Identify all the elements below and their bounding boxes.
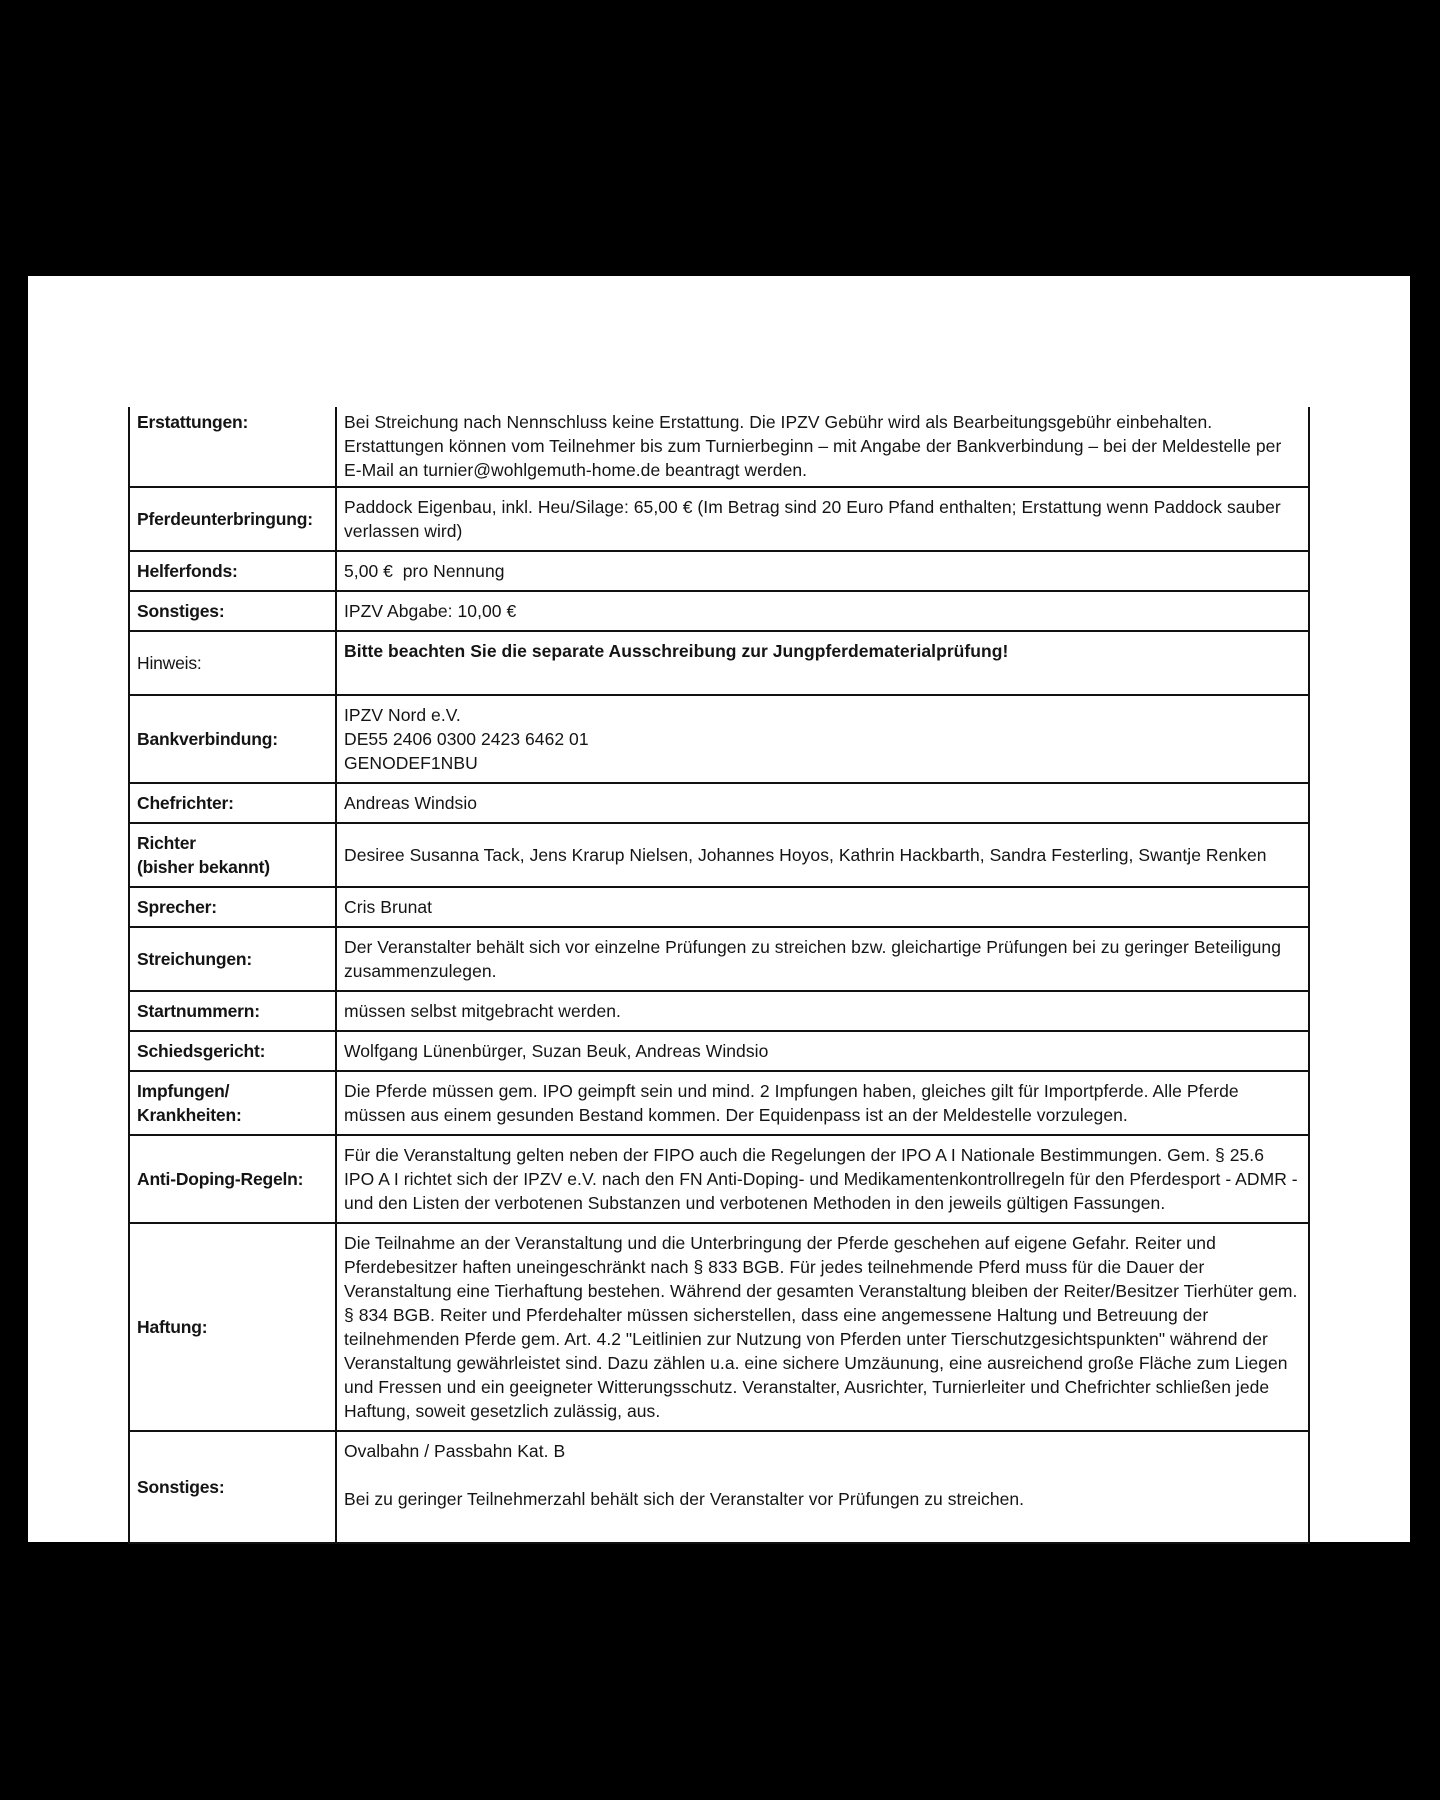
label-line: Richter xyxy=(137,833,196,853)
row-value: Der Veranstalter behält sich vor einzelne Prüfungen zu streichen bzw. gleichartige Prüfungen bei zu geringer Beteiligung zusammenzulegen. xyxy=(336,927,1309,991)
tournament-info-table xyxy=(128,407,1310,1544)
row-label: Helferfonds: xyxy=(129,551,336,591)
row-bankverbindung xyxy=(129,695,1309,783)
row-anti-doping xyxy=(129,1135,1309,1223)
row-streichungen xyxy=(129,927,1309,991)
row-label: Chefrichter: xyxy=(129,783,336,823)
row-value: Cris Brunat xyxy=(336,887,1309,927)
row-value xyxy=(336,695,1309,783)
row-label: Anti-Doping-Regeln: xyxy=(129,1135,336,1223)
row-label: Hinweis: xyxy=(129,631,336,695)
bank-name: IPZV Nord e.V. xyxy=(344,705,461,725)
row-label: Pferdeunterbringung: xyxy=(129,487,336,551)
value-line: Bei zu geringer Teilnehmerzahl behält sich der Veranstalter vor Prüfungen zu streichen. xyxy=(344,1489,1025,1509)
row-startnummern xyxy=(129,991,1309,1031)
row-label: Sonstiges: xyxy=(129,591,336,631)
row-richter xyxy=(129,823,1309,887)
row-label: Bankverbindung: xyxy=(129,695,336,783)
iban: DE55 2406 0300 2423 6462 01 xyxy=(344,729,589,749)
row-label: Sprecher: xyxy=(129,887,336,927)
label-line: Krankheiten: xyxy=(137,1105,242,1125)
row-sprecher xyxy=(129,887,1309,927)
row-value xyxy=(336,407,1309,487)
row-value: Wolfgang Lünenbürger, Suzan Beuk, Andreas Windsio xyxy=(336,1031,1309,1071)
row-value: Paddock Eigenbau, inkl. Heu/Silage: 65,00 € (Im Betrag sind 20 Euro Pfand enthalten; Erstattung wenn Paddock sauber verlassen wird) xyxy=(336,487,1309,551)
row-schiedsgericht xyxy=(129,1031,1309,1071)
row-label: Streichungen: xyxy=(129,927,336,991)
row-label: Startnummern: xyxy=(129,991,336,1031)
value-line: Erstattungen können vom Teilnehmer bis zum Turnierbeginn – mit Angabe der Bankverbindung – bei der Meldestelle per E-Mail an turnier@wohlgemuth-home.de beantragt werden. xyxy=(344,436,1282,480)
row-erstattungen xyxy=(129,407,1309,487)
row-label xyxy=(129,823,336,887)
row-label: Erstattungen: xyxy=(129,407,336,487)
row-sonstiges-bahnen xyxy=(129,1431,1309,1543)
document-page xyxy=(28,276,1410,1542)
row-value: Andreas Windsio xyxy=(336,783,1309,823)
row-label xyxy=(129,1071,336,1135)
row-value xyxy=(336,1431,1309,1543)
row-helferfonds xyxy=(129,551,1309,591)
row-value: 5,00 € pro Nennung xyxy=(336,551,1309,591)
row-hinweis xyxy=(129,631,1309,695)
row-label: Haftung: xyxy=(129,1223,336,1431)
row-value: Für die Veranstaltung gelten neben der FIPO auch die Regelungen der IPO A I Nationale Bestimmungen. Gem. § 25.6 IPO A I richtet sich der IPZV e.V. nach den FN Anti-Doping- und Medikamentenkontrollregeln für den Pferdesport - ADMR - und den Listen der verbotenen Substanzen und verbotenen Methoden in den jeweils gültigen Fassungen. xyxy=(336,1135,1309,1223)
label-line: Impfungen/ xyxy=(137,1081,230,1101)
row-value: IPZV Abgabe: 10,00 € xyxy=(336,591,1309,631)
row-value: Desiree Susanna Tack, Jens Krarup Nielsen, Johannes Hoyos, Kathrin Hackbarth, Sandra Festerling, Swantje Renken xyxy=(336,823,1309,887)
row-value: Die Pferde müssen gem. IPO geimpft sein und mind. 2 Impfungen haben, gleiches gilt für Importpferde. Alle Pferde müssen aus einem gesunden Bestand kommen. Der Equidenpass ist an der Meldestelle vorzulegen. xyxy=(336,1071,1309,1135)
value-line: Bei Streichung nach Nennschluss keine Erstattung. Die IPZV Gebühr wird als Bearbeitungsgebühr einbehalten. xyxy=(344,412,1213,432)
row-value: müssen selbst mitgebracht werden. xyxy=(336,991,1309,1031)
bic: GENODEF1NBU xyxy=(344,753,478,773)
label-line: (bisher bekannt) xyxy=(137,857,270,877)
row-value: Die Teilnahme an der Veranstaltung und die Unterbringung der Pferde geschehen auf eigene Gefahr. Reiter und Pferdebesitzer haften uneingeschränkt nach § 833 BGB. Für jedes teilnehmende Pferd muss für die Dauer der Veranstaltung eine Tierhaftung bestehen. Während der gesamten Veranstaltung bleiben der Reiter/Besitzer Tierhüter gem. § 834 BGB. Reiter und Pferdehalter müssen sicherstellen, dass eine angemessene Haltung und Betreuung der teilnehmenden Pferde gem. Art. 4.2 "Leitlinien zur Nutzung von Pferden unter Tierschutzgesichtspunkten" während der Veranstaltung gewährleistet sind. Dazu zählen u.a. eine sichere Umzäunung, eine ausreichend große Fläche zum Liegen und Fressen und ein geeigneter Witterungsschutz. Veranstalter, Ausrichter, Turnierleiter und Chefrichter schließen jede Haftung, soweit gesetzlich zulässig, aus. xyxy=(336,1223,1309,1431)
value-line: Ovalbahn / Passbahn Kat. B xyxy=(344,1441,566,1461)
row-haftung xyxy=(129,1223,1309,1431)
row-sonstiges-abgabe xyxy=(129,591,1309,631)
row-pferdeunterbringung xyxy=(129,487,1309,551)
row-value: Bitte beachten Sie die separate Ausschreibung zur Jungpferdematerialprüfung! xyxy=(336,631,1309,695)
row-label: Sonstiges: xyxy=(129,1431,336,1543)
row-chefrichter xyxy=(129,783,1309,823)
row-impfungen xyxy=(129,1071,1309,1135)
row-label: Schiedsgericht: xyxy=(129,1031,336,1071)
